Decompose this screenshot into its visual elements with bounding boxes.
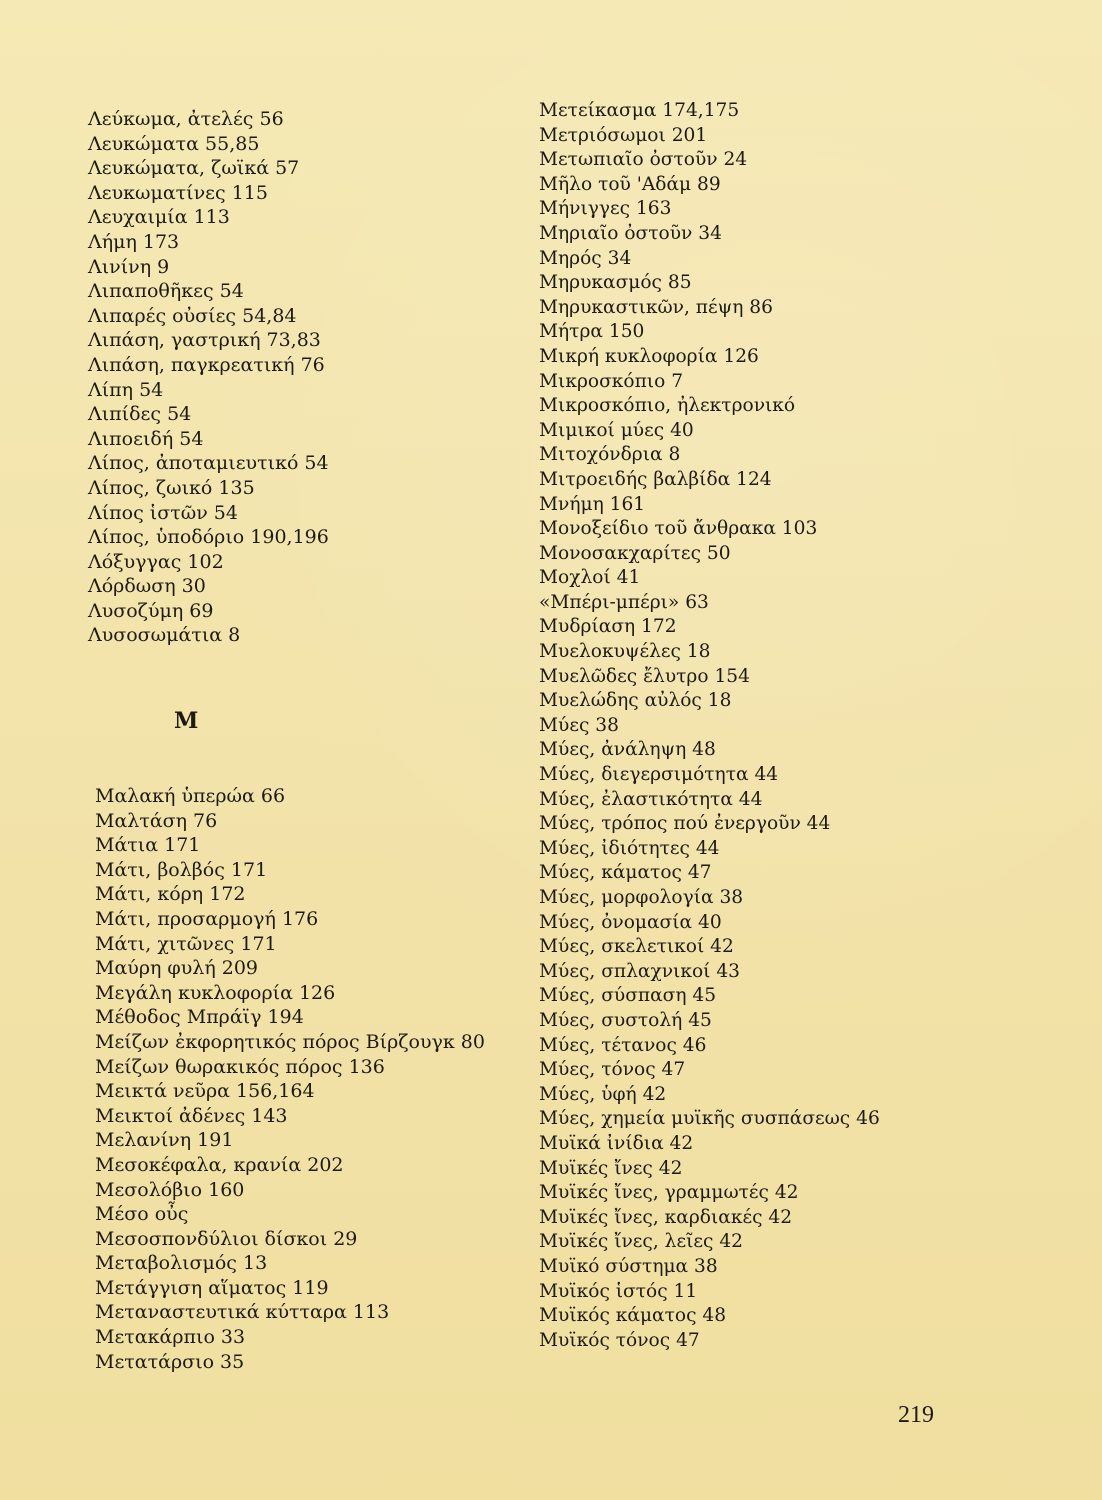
index-entry: Μύες, σπλαχνικοί 43 xyxy=(539,960,740,982)
index-entry: Μύες, ὀνομασία 40 xyxy=(539,911,722,933)
index-entry: Μείζων θωρακικός πόρος 136 xyxy=(95,1055,385,1078)
index-entry: Λευχαιμία 113 xyxy=(88,206,230,229)
index-entry: Μυϊκός ἱστός 11 xyxy=(539,1280,698,1302)
index-entry: Μονοσακχαρίτες 50 xyxy=(539,542,731,564)
index-entry: Λεύκωμα, ἀτελές 56 xyxy=(88,108,284,130)
index-entry: Μάτι, κόρη 172 xyxy=(95,883,246,906)
index-entry: Λυσοζύμη 69 xyxy=(88,599,214,622)
index-entry: Λιπάση, παγκρεατική 76 xyxy=(88,353,325,376)
index-entry: Μαλτάση 76 xyxy=(95,809,218,832)
index-entry: Μέσο οὖς xyxy=(95,1203,189,1226)
index-entry: Λιπίδες 54 xyxy=(88,403,192,426)
index-entry: Μυδρίαση 172 xyxy=(539,616,677,638)
index-entry: Μεσοκέφαλα, κρανία 202 xyxy=(95,1153,344,1176)
index-entry: Μάτια 171 xyxy=(95,834,201,857)
index-entry: Μύες, ὑφή 42 xyxy=(539,1083,667,1105)
index-entry: Μύες, τόνος 47 xyxy=(539,1059,686,1081)
index-entry: Μῆλο τοῦ 'Αδάμ 89 xyxy=(539,173,721,195)
index-entry: Λίπος, ζωικό 135 xyxy=(88,476,255,499)
index-entry: Μύες, σύσπαση 45 xyxy=(539,985,717,1007)
index-entry: Μύες, τρόπος πού ἐνεργοῦν 44 xyxy=(539,813,831,835)
index-entry: Μετάγγιση αἵματος 119 xyxy=(95,1276,329,1299)
index-entry: Μελανίνη 191 xyxy=(95,1129,234,1152)
index-entry: Μυελώδης αὐλός 18 xyxy=(539,690,732,712)
index-entry: Μονοξείδιο τοῦ ἄνθρακα 103 xyxy=(539,518,818,540)
index-entry: «Μπέρι-μπέρι» 63 xyxy=(539,591,709,613)
index-entry: Λίπος, ὑποδόριο 190,196 xyxy=(88,526,329,549)
index-entry: Λιποειδή 54 xyxy=(88,427,204,450)
index-entry: Μεικτά νεῦρα 156,164 xyxy=(95,1080,315,1103)
index-entry: Μύες 38 xyxy=(539,714,619,736)
page-number: 219 xyxy=(898,1402,934,1428)
index-entry: Μύες, χημεία μυϊκῆς συσπάσεως 46 xyxy=(539,1108,880,1130)
index-entry: Μετατάρσιο 35 xyxy=(95,1350,245,1373)
index-entry: Μυϊκά ἰνίδια 42 xyxy=(539,1132,694,1154)
index-entry: Μυϊκές ἴνες, καρδιακές 42 xyxy=(539,1206,793,1228)
index-entry: Μιτοχόνδρια 8 xyxy=(539,444,681,466)
index-entry: Λίπος, ἀποταμιευτικό 54 xyxy=(88,452,329,475)
index-entry: Λευκώματα 55,85 xyxy=(88,132,260,155)
index-entry: Μιτροειδής βαλβίδα 124 xyxy=(539,468,772,490)
index-entry: Μύες, ἀνάληψη 48 xyxy=(539,739,716,761)
index-entry: Λινίνη 9 xyxy=(88,255,170,278)
index-entry: Λιπαποθῆκες 54 xyxy=(88,280,244,303)
index-entry: Μεταβολισμός 13 xyxy=(95,1252,268,1275)
index-entry: Λίπος ἱστῶν 54 xyxy=(88,501,238,524)
index-entry: Μιμικοί μύες 40 xyxy=(539,419,694,441)
index-entry: Μοχλοί 41 xyxy=(539,567,641,589)
index-entry: Λυσοσωμάτια 8 xyxy=(88,624,241,647)
index-entry: Μετείκασμα 174,175 xyxy=(539,100,740,121)
index-entry: Λιπάση, γαστρική 73,83 xyxy=(88,329,321,352)
index-entry: Μυελῶδες ἔλυτρο 154 xyxy=(539,665,750,687)
index-entry: Λίπη 54 xyxy=(88,378,164,401)
index-column-left-top xyxy=(88,107,488,648)
index-entry: Μεγάλη κυκλοφορία 126 xyxy=(95,981,336,1004)
index-entry: Μνήμη 161 xyxy=(539,493,646,515)
index-column-left-bottom xyxy=(95,784,535,1374)
index-entry: Μύες, τέτανος 46 xyxy=(539,1034,707,1056)
index-entry: Μείζων ἐκφορητικός πόρος Βίρζουγκ 80 xyxy=(95,1030,485,1053)
index-entry: Μικρή κυκλοφορία 126 xyxy=(539,345,759,367)
index-entry: Μήνιγγες 163 xyxy=(539,198,672,220)
index-entry: Μετριόσωμοι 201 xyxy=(539,124,708,146)
index-entry: Μηρυκαστικῶν, πέψη 86 xyxy=(539,296,773,318)
index-entry: Μηριαῖο ὀστοῦν 34 xyxy=(539,222,722,244)
index-entry: Μετωπιαῖο ὀστοῦν 24 xyxy=(539,149,748,171)
index-entry: Μικροσκόπιο, ἠλεκτρονικό xyxy=(539,395,796,417)
index-entry: Μήτρα 150 xyxy=(539,321,645,343)
index-entry: Μάτι, χιτῶνες 171 xyxy=(95,932,277,955)
index-entry: Μεταναστευτικά κύτταρα 113 xyxy=(95,1301,390,1324)
index-entry: Μυϊκός τόνος 47 xyxy=(539,1329,700,1351)
index-entry: Λήμη 173 xyxy=(88,230,180,253)
index-column-right xyxy=(539,99,914,1353)
index-entry: Μαύρη φυλή 209 xyxy=(95,957,259,980)
index-entry: Μύες, ἐλαστικότητα 44 xyxy=(539,788,763,810)
index-entry: Λευκωματίνες 115 xyxy=(88,181,268,204)
index-entry: Λόξυγγας 102 xyxy=(88,550,224,573)
index-entry: Μάτι, βολβός 171 xyxy=(95,858,268,881)
index-entry: Μυϊκές ἴνες, λεῖες 42 xyxy=(539,1231,743,1253)
index-entry: Μυϊκό σύστημα 38 xyxy=(539,1255,718,1277)
index-entry: Μηρός 34 xyxy=(539,247,632,269)
index-entry: Μεικτοί ἀδένες 143 xyxy=(95,1104,288,1127)
index-entry: Μυϊκός κάματος 48 xyxy=(539,1305,727,1327)
index-entry: Μυϊκές ἴνες 42 xyxy=(539,1157,683,1179)
section-heading: Μ xyxy=(174,708,199,734)
index-entry: Μύες, κάματος 47 xyxy=(539,862,712,884)
index-entry: Λόρδωση 30 xyxy=(88,575,206,598)
index-entry: Μυϊκές ἴνες, γραμμωτές 42 xyxy=(539,1182,799,1204)
index-entry: Μάτι, προσαρμογή 176 xyxy=(95,907,319,930)
index-entry: Μεσολόβιο 160 xyxy=(95,1178,245,1201)
index-entry: Μεσοσπονδύλιοι δίσκοι 29 xyxy=(95,1227,358,1250)
index-entry: Μύες, συστολή 45 xyxy=(539,1009,712,1031)
index-entry: Μέθοδος Μπράϊγ 194 xyxy=(95,1006,304,1029)
index-entry: Λευκώματα, ζωϊκά 57 xyxy=(88,157,300,180)
index-entry: Μύες, μορφολογία 38 xyxy=(539,887,744,908)
index-entry: Μετακάρπιο 33 xyxy=(95,1326,246,1349)
index-entry: Μύες, σκελετικοί 42 xyxy=(539,936,734,958)
index-entry: Λιπαρές οὐσίες 54,84 xyxy=(88,304,297,327)
index-entry: Μύες, ἰδιότητες 44 xyxy=(539,837,720,859)
index-entry: Μηρυκασμός 85 xyxy=(539,272,692,294)
index-entry: Μύες, διεγερσιμότητα 44 xyxy=(539,764,779,786)
index-entry: Μαλακή ὑπερώα 66 xyxy=(95,785,286,807)
index-entry: Μυελοκυψέλες 18 xyxy=(539,641,711,663)
index-entry: Μικροσκόπιο 7 xyxy=(539,370,684,392)
